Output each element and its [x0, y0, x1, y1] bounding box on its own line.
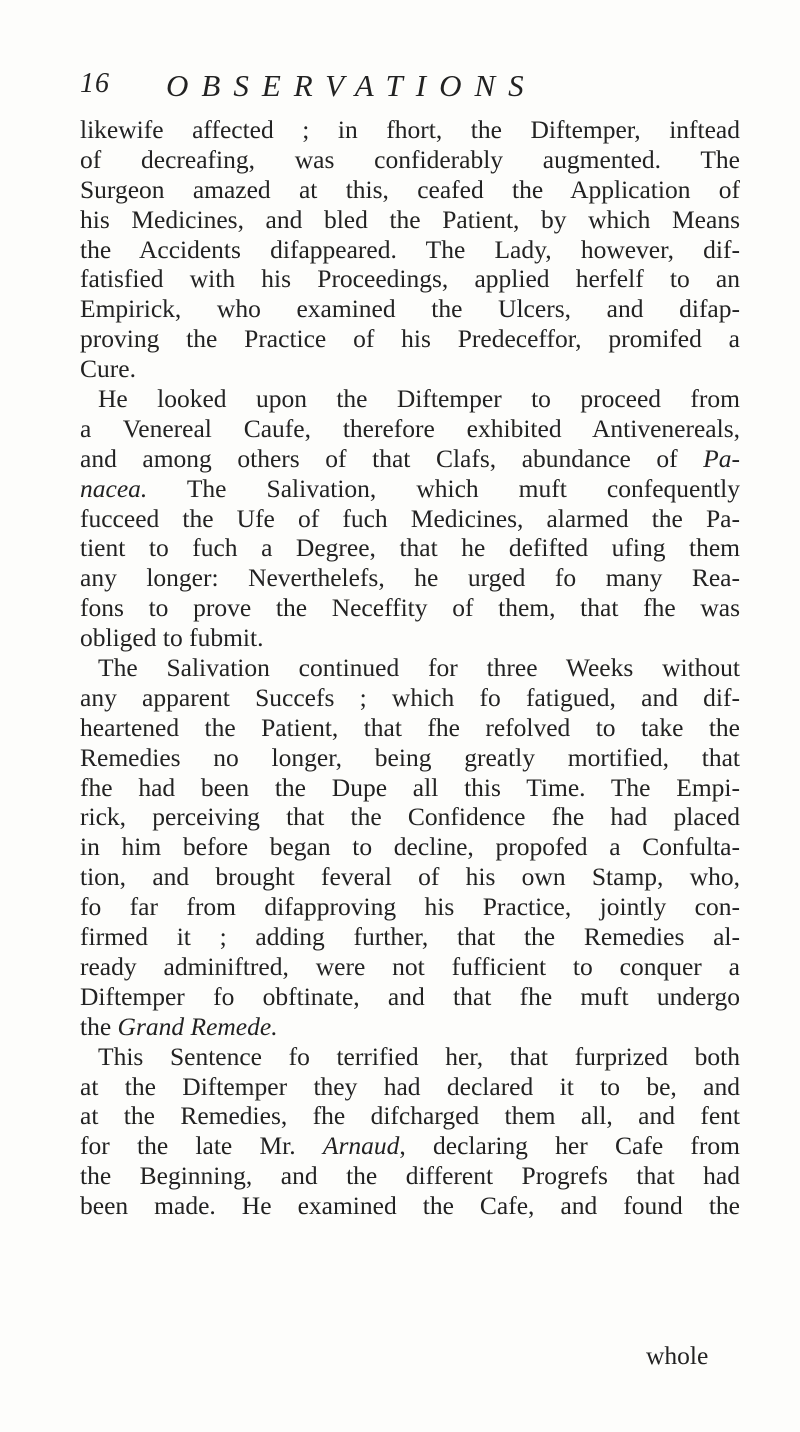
text-segment: been made. He examined the Cafe, and found the: [80, 1191, 740, 1221]
page-number: 16: [80, 68, 110, 99]
italic-text: nacea.: [80, 473, 148, 503]
text-segment: at the Diftemper they had declared it to be, and: [80, 1071, 740, 1101]
text-line: [80, 444, 740, 474]
text-segment: The Salivation continued for three Weeks without: [98, 653, 740, 683]
text-line: [80, 982, 740, 1012]
text-line: [80, 1161, 740, 1191]
text-segment: any apparent Succefs ; which fo fatigued, and dif-: [80, 682, 740, 712]
text-line: [80, 892, 740, 922]
text-line: [80, 1101, 740, 1131]
text-segment: firmed it ; adding further, that the Remedies al-: [80, 922, 740, 952]
text-line: [80, 1131, 740, 1161]
page-header: [80, 68, 720, 108]
text-segment: of decreafing, was confiderably augmented. The: [80, 144, 740, 174]
text-segment: fhe had been the Dupe all this Time. The Empi-: [80, 772, 740, 802]
text-segment: and among others of that Clafs, abundance of: [80, 443, 704, 473]
text-segment: tion, and brought feveral of his own Stamp, who,: [80, 862, 740, 892]
text-line: [80, 773, 740, 803]
body-text: [80, 115, 740, 1221]
text-segment: fatisfied with his Proceedings, applied herfelf to an: [80, 264, 740, 294]
text-line: [80, 832, 740, 862]
text-segment: heartened the Patient, that fhe refolved to take the: [80, 712, 740, 742]
text-line: [80, 1042, 740, 1072]
text-line: [80, 474, 740, 504]
text-segment: Cure.: [80, 354, 136, 384]
text-segment: his Medicines, and bled the Patient, by which Means: [80, 204, 740, 234]
text-segment: obliged to fubmit.: [80, 623, 264, 653]
text-line: [80, 683, 740, 713]
text-line: [80, 922, 740, 952]
text-segment: likewife affected ; in fhort, the Diftemper, inftead: [80, 115, 740, 144]
text-line: [80, 414, 740, 444]
italic-text: Arnaud: [322, 1131, 400, 1161]
text-line: [80, 1191, 740, 1221]
text-line: [80, 713, 740, 743]
text-line: [80, 264, 740, 294]
text-segment: Diftemper fo obftinate, and that fhe muft undergo: [80, 981, 740, 1011]
text-line: [80, 952, 740, 982]
text-line: [80, 354, 740, 384]
text-line: [80, 235, 740, 265]
text-line: [80, 504, 740, 534]
text-segment: in him before began to decline, propofed a Confulta-: [80, 832, 740, 862]
text-segment: the Beginning, and the different Progrefs that had: [80, 1161, 740, 1191]
text-line: [80, 384, 740, 414]
text-line: [80, 802, 740, 832]
text-segment: , declaring her Cafe from: [399, 1131, 740, 1161]
running-head: OBSERVATIONS: [166, 68, 537, 103]
text-line: [80, 862, 740, 892]
text-segment: fons to prove the Neceffity of them, that fhe was: [80, 593, 740, 623]
italic-text: Grand Remede.: [117, 1011, 278, 1041]
text-segment: the: [80, 1011, 118, 1041]
text-segment: This Sentence fo terrified her, that furprized both: [98, 1041, 740, 1071]
text-segment: rick, perceiving that the Confidence fhe had placed: [80, 802, 740, 832]
text-line: [80, 653, 740, 683]
text-segment: at the Remedies, fhe difcharged them all, and fent: [80, 1101, 740, 1131]
text-line: [80, 115, 740, 145]
text-line: [80, 205, 740, 235]
text-segment: fo far from difapproving his Practice, jointly con-: [80, 892, 740, 922]
text-segment: proving the Practice of his Predeceffor, promifed a: [80, 324, 740, 354]
text-line: [80, 294, 740, 324]
text-segment: Surgeon amazed at this, ceafed the Application of: [80, 174, 740, 204]
text-segment: for the late Mr.: [80, 1131, 323, 1161]
text-line: [80, 623, 740, 653]
text-segment: the Accidents difappeared. The Lady, however, dif-: [80, 234, 740, 264]
text-segment: Empirick, who examined the Ulcers, and difap-: [80, 294, 740, 324]
text-line: [80, 533, 740, 563]
text-line: [80, 1072, 740, 1102]
text-line: [80, 1012, 740, 1042]
text-segment: any longer: Neverthelefs, he urged fo many Rea-: [80, 563, 740, 593]
text-segment: Remedies no longer, being greatly mortified, that: [80, 742, 740, 772]
text-segment: ready adminiftred, were not fufficient to conquer a: [80, 951, 740, 981]
text-segment: a Venereal Caufe, therefore exhibited Antivenereals,: [80, 413, 740, 443]
text-line: [80, 145, 740, 175]
text-line: [80, 593, 740, 623]
text-line: [80, 743, 740, 773]
text-segment: fucceed the Ufe of fuch Medicines, alarmed the Pa-: [80, 503, 740, 533]
text-segment: He looked upon the Diftemper to proceed from: [98, 384, 740, 414]
text-line: [80, 175, 740, 205]
text-line: [80, 563, 740, 593]
text-segment: The Salivation, which muft confequently: [147, 473, 740, 503]
text-line: [80, 324, 740, 354]
italic-text: Pa-: [703, 443, 740, 473]
catchword: whole: [646, 1341, 709, 1370]
text-segment: tient to fuch a Degree, that he defifted ufing them: [80, 533, 740, 563]
